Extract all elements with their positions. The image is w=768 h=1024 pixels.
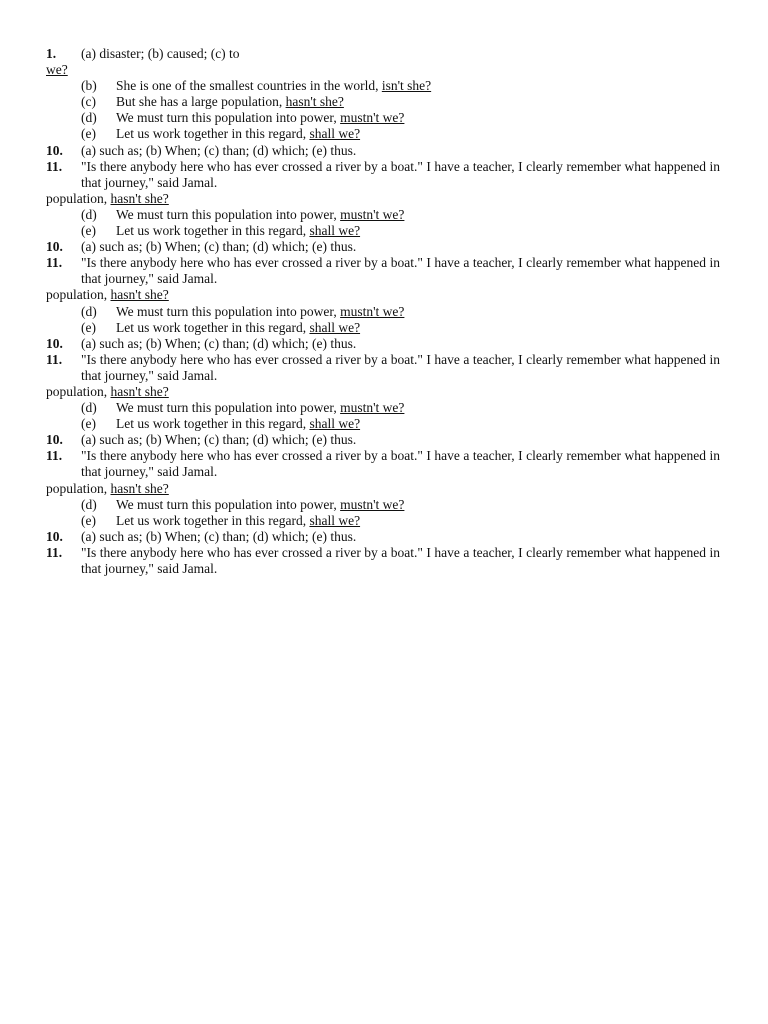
item-number: 11. — [46, 448, 63, 464]
item-text: (a) such as; (b) When; (c) than; (d) which; (e) thus. — [81, 528, 357, 544]
sub-text: We must turn this population into power, — [116, 206, 341, 222]
sub-item-b — [46, 78, 720, 94]
item-10 — [46, 143, 720, 159]
item-number: 10. — [46, 528, 63, 544]
item-11 — [46, 159, 720, 191]
sub-letter: (d) — [81, 303, 97, 319]
sub-text: She is one of the smallest countries in the world, — [116, 78, 382, 94]
sub-text: Let us work together in this regard, — [116, 512, 310, 528]
sub-item-d — [46, 400, 720, 416]
question-tag: mustn't we? — [340, 400, 405, 416]
item-number: 10. — [46, 142, 63, 158]
question-tag: hasn't she? — [110, 190, 169, 206]
question-tag: shall we? — [309, 223, 361, 239]
population-text: population, — [46, 287, 111, 303]
sub-text: Let us work together in this regard, — [116, 223, 310, 239]
sub-letter: (d) — [81, 400, 97, 416]
question-tag: hasn't she? — [110, 287, 169, 303]
sub-text: Let us work together in this regard, — [116, 319, 310, 335]
item-10 — [46, 336, 720, 352]
item-number: 11. — [46, 544, 63, 560]
sub-item-d — [46, 110, 720, 126]
item-text: (a) such as; (b) When; (c) than; (d) which; (e) thus. — [81, 335, 357, 351]
item-10 — [46, 432, 720, 448]
sub-item-e — [46, 416, 720, 432]
underlined-tag: we? — [46, 62, 68, 78]
sub-item-d — [46, 304, 720, 320]
item-11 — [46, 545, 720, 577]
item-10 — [46, 529, 720, 545]
sub-text: We must turn this population into power, — [116, 110, 341, 126]
item-text: (a) such as; (b) When; (c) than; (d) which; (e) thus. — [81, 142, 357, 158]
sub-letter: (d) — [81, 496, 97, 512]
question-tag: hasn't she? — [285, 94, 344, 110]
item-text: "Is there anybody here who has ever crossed a river by a boat." I have a teacher, I clearly remember what happened in that journey," said Jamal. — [81, 255, 720, 287]
answer-list — [46, 46, 720, 577]
question-tag: mustn't we? — [340, 110, 405, 126]
question-tag: mustn't we? — [340, 206, 405, 222]
question-tag: hasn't she? — [110, 383, 169, 399]
population-line — [46, 191, 720, 207]
sub-letter: (e) — [81, 223, 96, 239]
question-tag: shall we? — [309, 126, 361, 142]
item-text: "Is there anybody here who has ever crossed a river by a boat." I have a teacher, I clearly remember what happened in that journey," said Jamal. — [81, 448, 720, 480]
question-tag: hasn't she? — [110, 480, 169, 496]
sub-letter: (d) — [81, 206, 97, 222]
item-1 — [46, 46, 720, 62]
item-text: "Is there anybody here who has ever crossed a river by a boat." I have a teacher, I clearly remember what happened in that journey," said Jamal. — [81, 158, 720, 190]
item-number: 10. — [46, 432, 63, 448]
item-number: 11. — [46, 255, 63, 271]
population-line — [46, 481, 720, 497]
item-11 — [46, 448, 720, 480]
question-tag: shall we? — [309, 416, 361, 432]
sub-text: Let us work together in this regard, — [116, 416, 310, 432]
question-tag: shall we? — [309, 512, 361, 528]
item-text: "Is there anybody here who has ever crossed a river by a boat." I have a teacher, I clearly remember what happened in that journey," said Jamal. — [81, 351, 720, 383]
population-text: population, — [46, 383, 111, 399]
sub-item-d — [46, 207, 720, 223]
question-tag: mustn't we? — [340, 303, 405, 319]
item-number: 11. — [46, 158, 63, 174]
population-text: population, — [46, 480, 111, 496]
question-tag: isn't she? — [381, 78, 432, 94]
item-text: (a) such as; (b) When; (c) than; (d) which; (e) thus. — [81, 239, 357, 255]
item-number: 10. — [46, 335, 63, 351]
population-line — [46, 287, 720, 303]
question-tag: mustn't we? — [340, 496, 405, 512]
sub-text: We must turn this population into power, — [116, 400, 341, 416]
item-11 — [46, 352, 720, 384]
sub-letter: (c) — [81, 94, 96, 110]
sub-letter: (d) — [81, 110, 97, 126]
sub-item-e — [46, 223, 720, 239]
item-text: (a) such as; (b) When; (c) than; (d) which; (e) thus. — [81, 432, 357, 448]
sub-letter: (e) — [81, 126, 96, 142]
item-text: "Is there anybody here who has ever crossed a river by a boat." I have a teacher, I clearly remember what happened in that journey," said Jamal. — [81, 544, 720, 576]
sub-item-e — [46, 513, 720, 529]
item-number: 11. — [46, 351, 63, 367]
sub-item-e — [46, 320, 720, 336]
question-tag: shall we? — [309, 319, 361, 335]
population-text: population, — [46, 190, 111, 206]
sub-text: We must turn this population into power, — [116, 496, 341, 512]
item-number: 1. — [46, 46, 57, 61]
item-10 — [46, 239, 720, 255]
sub-item-d — [46, 497, 720, 513]
orphan-line — [46, 62, 720, 78]
sub-item-e — [46, 126, 720, 142]
item-number: 10. — [46, 239, 63, 255]
sub-letter: (e) — [81, 512, 96, 528]
sub-text: Let us work together in this regard, — [116, 126, 310, 142]
item-text: (a) disaster; (b) caused; (c) to — [81, 46, 240, 61]
population-line — [46, 384, 720, 400]
sub-text: We must turn this population into power, — [116, 303, 341, 319]
sub-item-c — [46, 94, 720, 110]
item-11 — [46, 255, 720, 287]
sub-letter: (e) — [81, 319, 96, 335]
sub-letter: (b) — [81, 78, 97, 94]
sub-letter: (e) — [81, 416, 96, 432]
sub-text: But she has a large population, — [116, 94, 286, 110]
